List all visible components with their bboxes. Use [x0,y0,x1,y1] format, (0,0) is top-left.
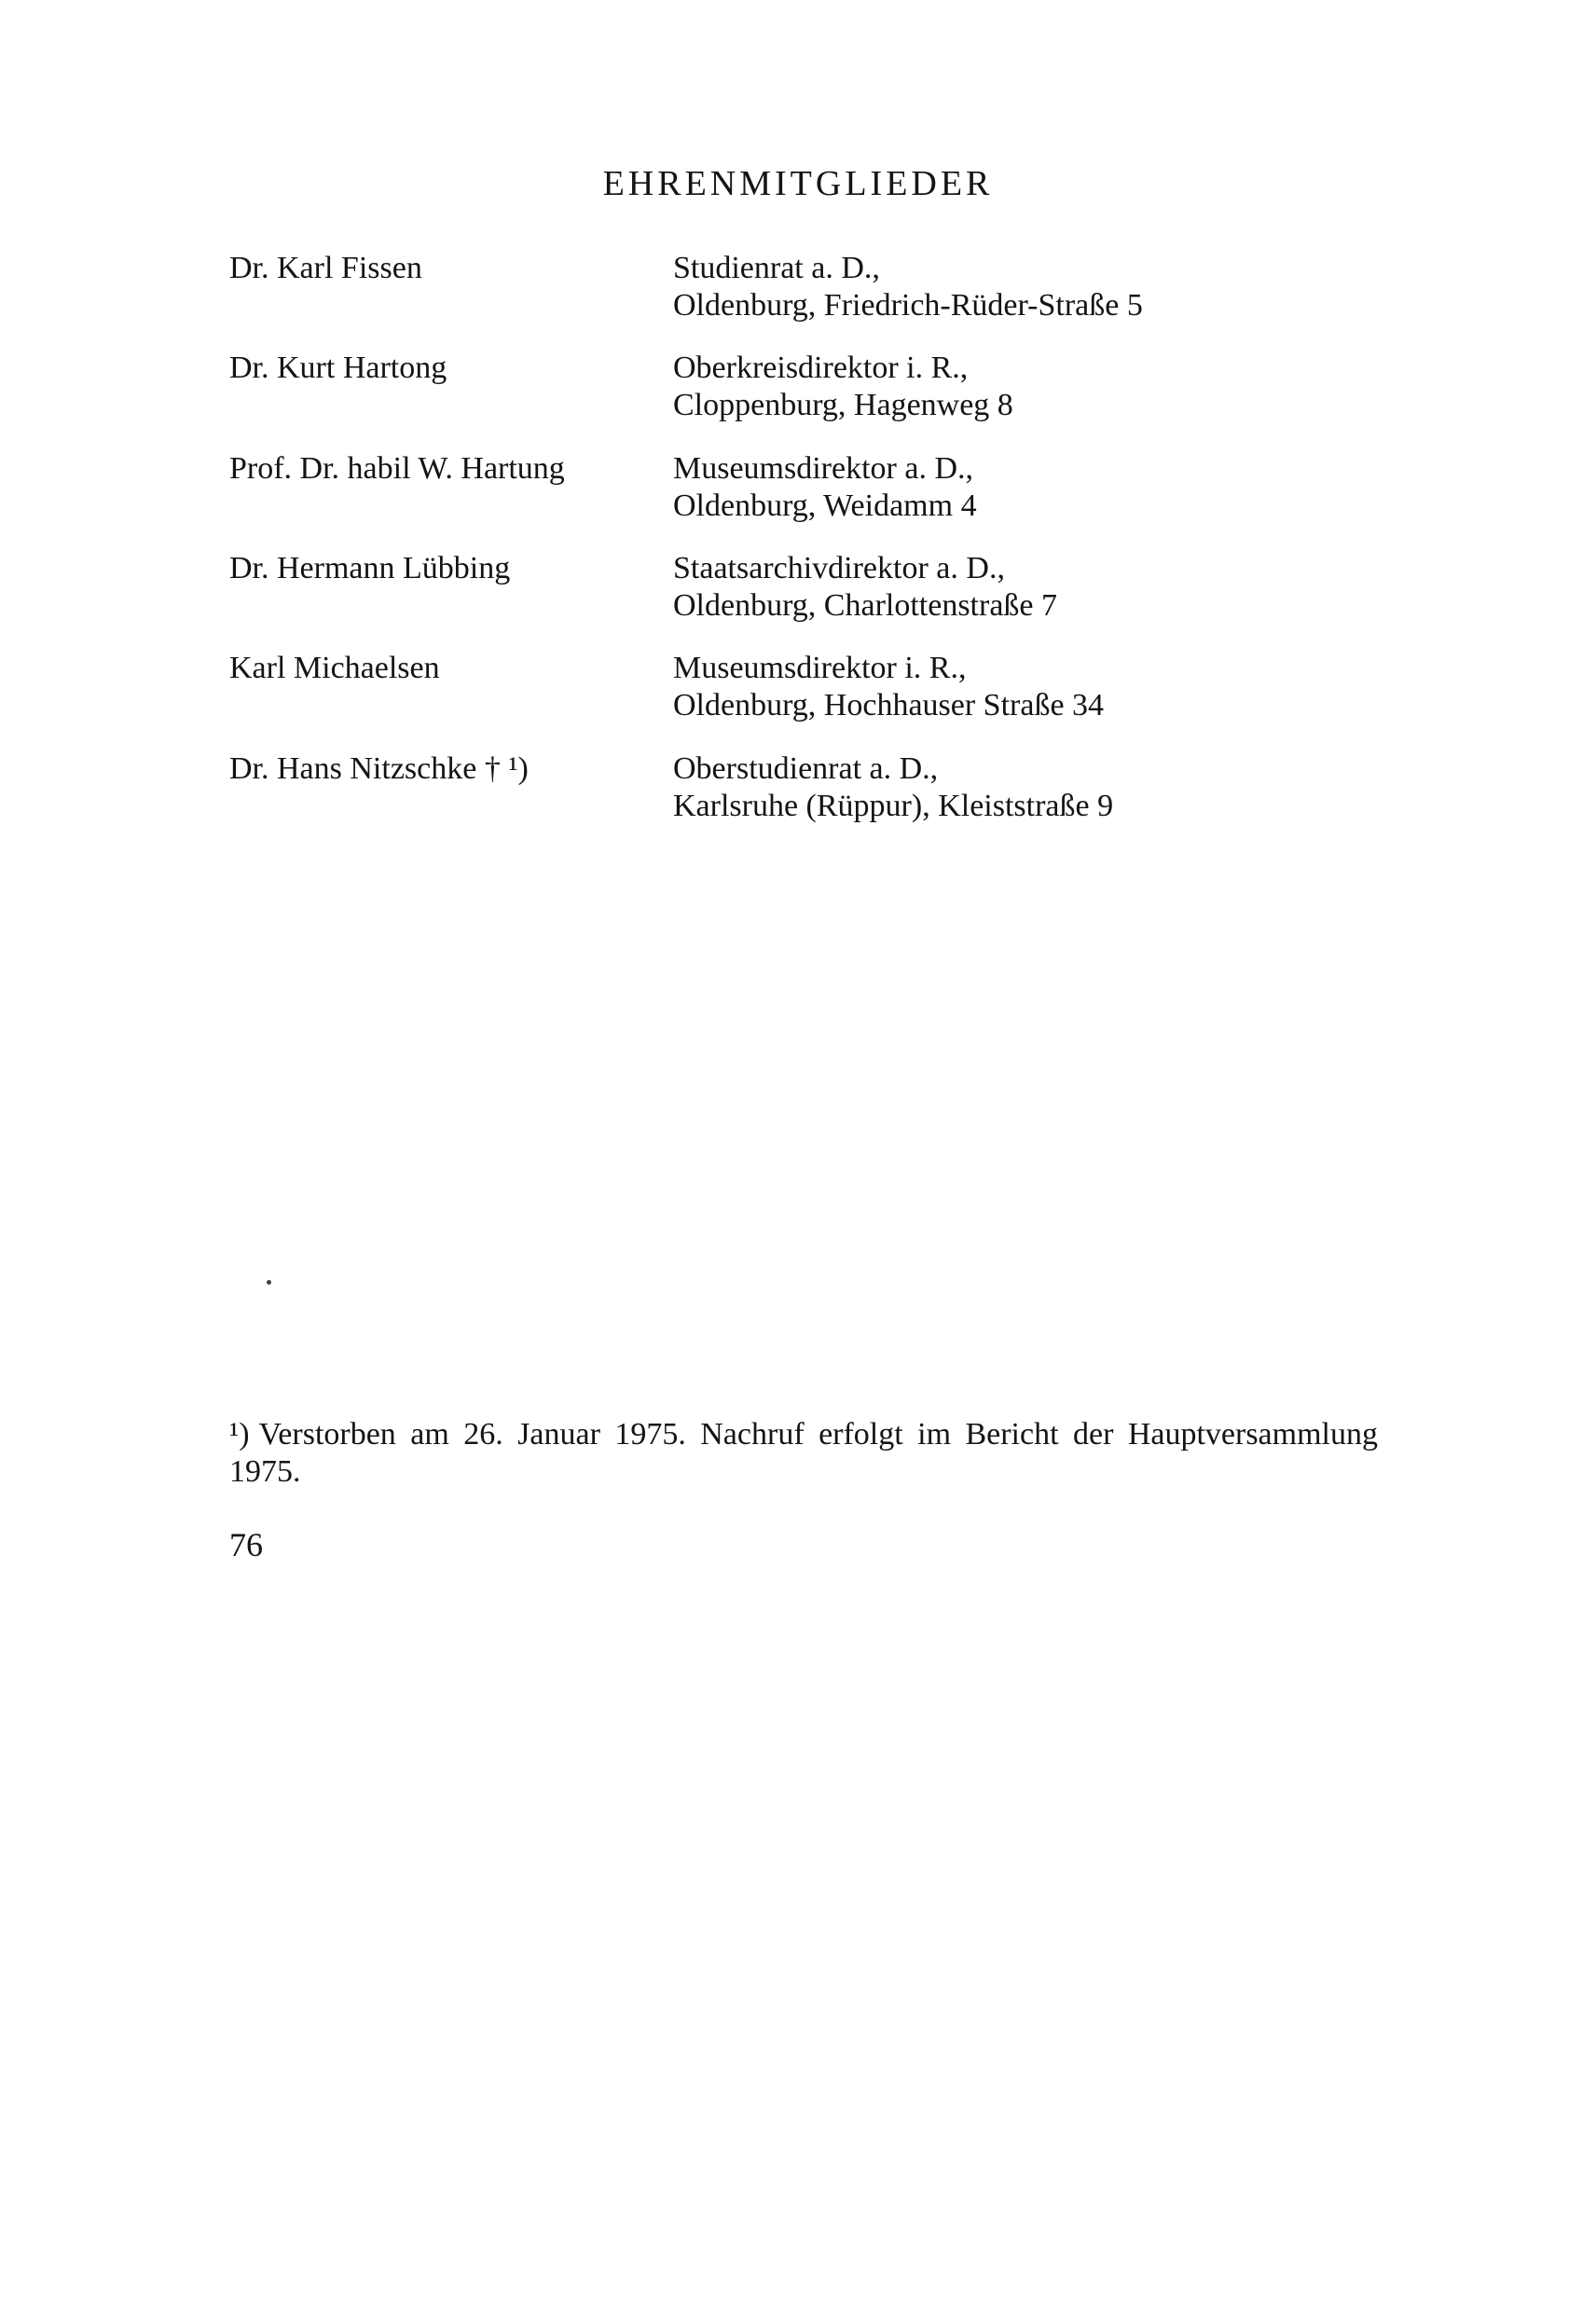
member-role: Museumsdirektor i. R., [673,651,967,685]
member-address: Karlsruhe (Rüppur), Kleiststraße 9 [673,789,1114,823]
member-info [673,450,977,525]
member-role: Oberstudienrat a. D., [673,751,939,786]
page-number: 76 [229,1526,263,1563]
member-info [673,250,1143,324]
member-address: Cloppenburg, Hagenweg 8 [673,388,1013,422]
member-address: Oldenburg, Hochhauser Straße 34 [673,688,1105,722]
member-info [673,350,1013,424]
member-name: Dr. Hermann Lübbing [229,551,511,585]
member-name: Dr. Kurt Hartong [229,351,447,385]
member-address: Oldenburg, Weidamm 4 [673,489,977,523]
member-name: Dr. Hans Nitzschke † ¹) [229,751,529,786]
member-info [673,750,1113,825]
member-role: Staatsarchivdirektor a. D., [673,551,1005,585]
page-title: EHRENMITGLIEDER [602,164,994,203]
footnote [229,1416,1378,1491]
member-role: Museumsdirektor a. D., [673,451,974,486]
member-role: Studienrat a. D., [673,251,880,285]
member-info [673,650,1104,724]
member-info [673,550,1057,625]
member-role: Oberkreisdirektor i. R., [673,351,969,385]
footnote-text: Verstorben am 26. Januar 1975. Nachruf erfolgt im Bericht der Hauptversammlung 1975. [229,1417,1378,1489]
member-name: Prof. Dr. habil W. Hartung [229,451,565,486]
member-address: Oldenburg, Charlottenstraße 7 [673,588,1058,623]
footnote-marker: ¹) [229,1417,250,1452]
stray-mark [267,1280,271,1285]
member-name: Karl Michaelsen [229,651,440,685]
member-address: Oldenburg, Friedrich-Rüder-Straße 5 [673,288,1143,323]
member-name: Dr. Karl Fissen [229,251,422,285]
